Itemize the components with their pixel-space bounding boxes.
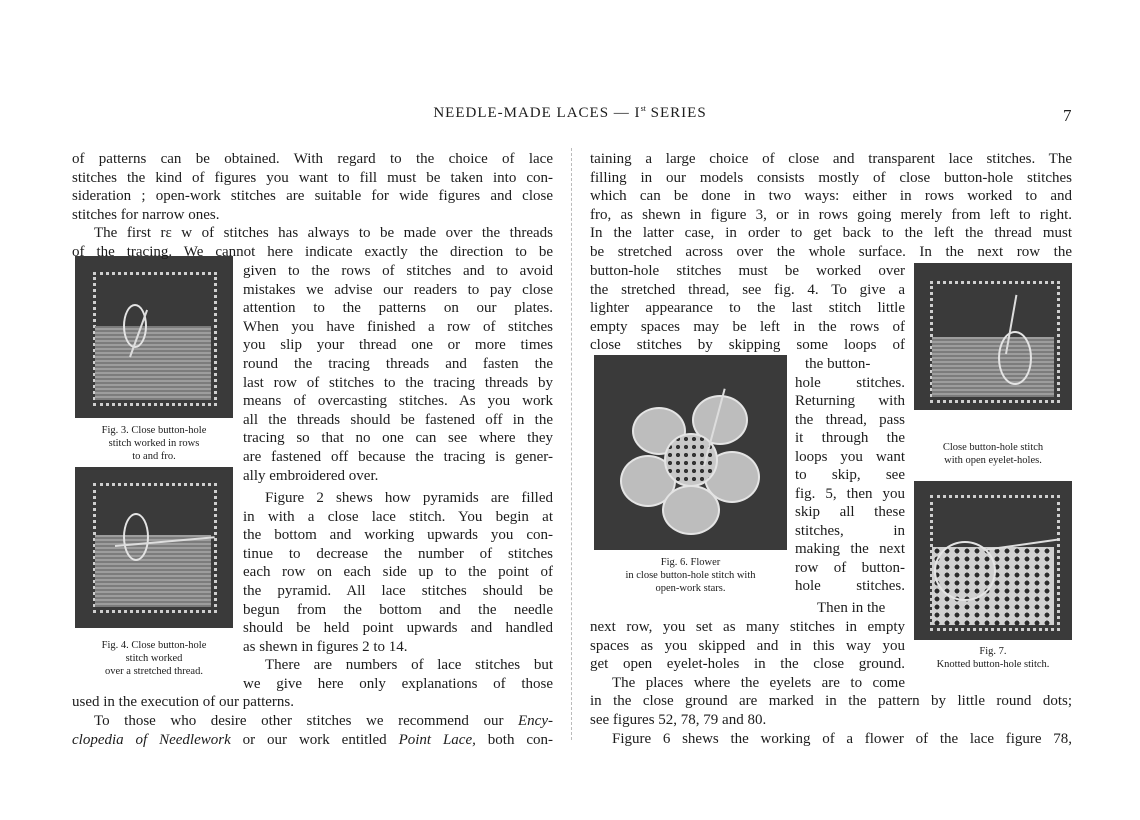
text-line: see figures 52, 78, 79 and 80. <box>590 711 767 728</box>
text-line: round the tracing threads and fasten the <box>243 356 553 372</box>
text-line: which can be done in two ways: either in rows worked to and <box>590 188 1072 205</box>
text-line: hole stitches. <box>795 578 905 594</box>
italic-title: clopedia of Needlework <box>72 731 231 748</box>
text-line: button-hole stitches must be worked over <box>590 263 905 279</box>
text-line: Figure 2 shews how pyramids are filled <box>265 490 553 506</box>
text-line: it through the <box>795 430 905 446</box>
text-line: stitches the kind of figures you want to fill must be taken into con- <box>72 169 553 186</box>
text-line: Then in the <box>817 600 886 616</box>
text-line: skip all these <box>795 504 905 520</box>
text-line: the stretched thread, see fig. 4. To give a <box>590 281 905 298</box>
text-line: of the tracing. We cannot here indicate exactly the direction to be <box>72 244 553 260</box>
text-line: taining a large choice of close and transparent lace stitches. The <box>590 151 1072 167</box>
text-line: When you have finished a row of stitches <box>243 318 553 335</box>
text-line: There are numbers of lace stitches but <box>265 657 553 673</box>
text-segment: both con- <box>475 731 553 748</box>
column-divider <box>571 148 572 740</box>
text-line: sideration ; open-work stitches are suitable for wide figures and close <box>72 188 553 205</box>
text-line: Figure 6 shews the working of a flower of the lace figure 78, <box>612 730 1072 747</box>
text-line: next row, you set as many stitches in empty <box>590 619 905 635</box>
caption-line: Fig. 7. <box>979 646 1007 657</box>
caption-line: stitch worked <box>125 653 183 664</box>
caption-line: with open eyelet-holes. <box>944 455 1042 466</box>
figure-6-image <box>594 355 787 550</box>
caption-line: to and fro. <box>132 451 176 462</box>
text-line: all the threads should be fastened off in the <box>243 411 553 428</box>
text-line: spaces as you skipped and in this way you <box>590 637 905 654</box>
text-line: Returning with <box>795 393 905 409</box>
caption-line: in close button-hole stitch with <box>625 570 756 581</box>
text-line: last row of stitches to the tracing threads by <box>243 374 553 391</box>
text-segment: To those who desire other stitches we recommend our <box>94 712 519 729</box>
text-line: in with a close lace stitch. You begin at <box>243 508 553 525</box>
caption-line: Knotted button-hole stitch. <box>936 659 1050 670</box>
text-line: you slip your thread one or more times <box>243 337 553 354</box>
text-line: fig. 5, then you <box>795 485 905 502</box>
text-line: attention to the patterns on our plates. <box>243 300 553 317</box>
text-line: lighter appearance to the last stitch little <box>590 300 905 317</box>
text-line: In the latter case, in order to get back to the left the thread must <box>590 225 1072 242</box>
caption-line: Fig. 6. Flower <box>660 557 721 568</box>
page-number: 7 <box>1063 106 1072 125</box>
text-line <box>94 712 553 731</box>
text-line: given to the rows of stitches and to avoid <box>243 263 553 279</box>
header-title: NEEDLE-MADE LACES — I <box>433 105 641 121</box>
text-line: tinue to decrease the number of stitches <box>243 545 553 562</box>
italic-title: Point Lace, <box>398 731 476 748</box>
text-line: the bottom and working upwards you con- <box>243 527 553 544</box>
figure-7-image <box>914 481 1072 640</box>
text-line: mistakes we advise our readers to pay close <box>243 281 553 298</box>
text-line: the button- <box>805 356 871 372</box>
text-line: making the next <box>795 541 905 557</box>
text-line: used in the execution of our patterns. <box>72 694 295 710</box>
fig7-caption <box>906 645 1080 671</box>
text-line: filling in our models consists mostly of close button-hole stitches <box>590 169 1072 186</box>
caption-line: Close button-hole stitch <box>942 442 1044 453</box>
text-line <box>72 731 553 750</box>
text-line: the pyramid. All lace stitches should be <box>243 583 553 599</box>
text-line: tracing so that no one can see where they <box>243 430 553 447</box>
text-line: The first rε w of stitches has always to be made over the threads <box>94 225 553 242</box>
text-line: should be held point upwards and handled <box>243 620 553 637</box>
text-line: means of overcasting stitches. As you work <box>243 393 553 410</box>
text-line: the thread, pass <box>795 411 905 428</box>
header-superscript: st <box>640 104 646 113</box>
fig5-caption <box>906 441 1080 467</box>
fig3-caption <box>72 424 236 463</box>
text-line: each row on each side up to the point of <box>243 564 553 581</box>
figure-4-image <box>75 467 233 628</box>
header-series: SERIES <box>645 105 707 121</box>
caption-line: Fig. 3. Close button-hole <box>101 425 207 436</box>
text-segment: or our work entitled <box>230 731 399 748</box>
text-line: in the close ground are marked in the pattern by little round dots; <box>590 693 1072 709</box>
caption-line: stitch worked in rows <box>108 438 200 449</box>
text-line: to skip, see <box>795 467 905 483</box>
text-line: loops you want <box>795 448 905 465</box>
caption-line: Fig. 4. Close button-hole <box>101 640 207 651</box>
text-line: close stitches by skipping some loops of <box>590 337 905 354</box>
text-line: as shewn in figures 2 to 14. <box>243 638 408 655</box>
running-header <box>0 104 1140 122</box>
text-line: row of button- <box>795 559 905 576</box>
text-line: hole stitches. <box>795 374 905 391</box>
text-line: begun from the bottom and the needle <box>243 601 553 618</box>
text-line: be stretched across over the whole surface. In the next row the <box>590 244 1072 260</box>
caption-line: over a stretched thread. <box>105 666 203 677</box>
text-line: are fastened off because the tracing is gener- <box>243 449 553 465</box>
text-line: fro, as shewn in figure 3, or in rows going merely from left to right. <box>590 206 1072 223</box>
fig4-caption <box>72 639 236 678</box>
text-line: empty spaces may be left in the rows of <box>590 318 905 335</box>
text-line: we give here only explanations of those <box>243 675 553 692</box>
fig6-caption <box>594 556 787 595</box>
text-line: of patterns can be obtained. With regard to the choice of lace <box>72 151 553 167</box>
figure-5-image <box>914 263 1072 410</box>
italic-title: Ency- <box>518 712 553 729</box>
text-line: stitches, in <box>795 522 905 539</box>
caption-line: open-work stars. <box>655 583 726 594</box>
text-line: The places where the eyelets are to come <box>612 674 905 691</box>
text-line: ally embroidered over. <box>243 467 379 484</box>
figure-3-image <box>75 256 233 418</box>
text-line: stitches for narrow ones. <box>72 206 220 223</box>
text-line: get open eyelet-holes in the close ground. <box>590 656 905 673</box>
